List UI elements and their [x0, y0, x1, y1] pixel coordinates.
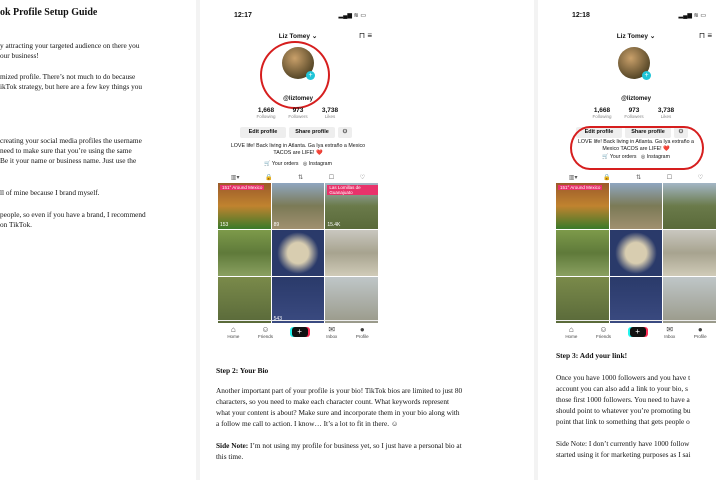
page-title: ok Profile Setup Guide	[0, 7, 98, 18]
add-icon[interactable]: +	[642, 71, 651, 80]
document-page-3	[538, 0, 720, 480]
paragraph-line: account you can also add a link to your bio, s	[556, 384, 688, 393]
stat-following[interactable]: 1,668 Following	[256, 107, 276, 119]
profile-username[interactable]: Liz Tomey ⌄	[278, 33, 318, 40]
video-thumbnail[interactable]	[272, 230, 325, 276]
video-thumbnail[interactable]	[218, 277, 271, 323]
share-profile-button[interactable]: Share profile	[289, 127, 335, 138]
share-profile-button[interactable]: Share profile	[625, 127, 671, 138]
status-icons: ▂▄▆ ≋ ▭	[678, 13, 706, 19]
paragraph-line: our business!	[0, 51, 39, 60]
profile-icon: ●	[359, 325, 365, 334]
nav-friends[interactable]: ☺ Friends	[595, 325, 611, 339]
profile-tabs[interactable]: ▥▾ 🔒 ⇅ ☐ ♡	[568, 175, 704, 181]
tab-tagged: ☐	[328, 175, 335, 181]
video-thumbnail[interactable]	[610, 183, 663, 229]
document-page-1	[0, 0, 196, 480]
menu-icon[interactable]: ⊓ ≡	[358, 31, 372, 40]
video-thumbnail[interactable]: 543	[272, 277, 325, 323]
add-friend-icon[interactable]: ⚇	[338, 127, 352, 138]
paragraph-line: ll of mine because I brand myself.	[0, 188, 100, 197]
paragraph-line: ikTok strategy, but here are a few key things you	[0, 82, 143, 91]
paragraph-line: Be it your name or business name. Just use the	[0, 156, 137, 165]
section-heading: Step 3: Add your link!	[556, 351, 628, 360]
paragraph-line: this time.	[216, 452, 244, 461]
paragraph-line: a follow me call to action. I know… It’s a lot to fit in there. ☺	[216, 419, 399, 428]
side-note: Side Note: I don’t currently have 1000 follow	[556, 439, 690, 448]
status-time: 12:17	[234, 12, 252, 19]
inbox-icon: ✉	[328, 325, 336, 334]
profile-handle: @liztomey	[621, 96, 651, 102]
tab-reposts: ⇅	[298, 175, 304, 181]
section-heading: Step 2: Your Bio	[216, 366, 269, 375]
add-friend-icon[interactable]: ⚇	[674, 127, 688, 138]
profile-bio: LOVE life! Back living in Atlanta. Ga Iya extraño a Mexico TACOS are LIFE! ❤️	[230, 143, 366, 156]
profile-tabs[interactable]	[218, 174, 378, 181]
plus-icon: +	[292, 327, 308, 337]
video-thumbnail[interactable]	[610, 277, 663, 323]
profile-bio: LOVE life! Back living in Atlanta. Ga Iya extraño a Mexico TACOS are LIFE! ❤️	[577, 139, 694, 152]
stat-likes[interactable]: 3,738 Likes	[321, 107, 339, 119]
tab-videos: ▥▾	[230, 175, 240, 181]
video-thumbnail[interactable]	[325, 230, 378, 276]
video-thumbnail[interactable]: 151° Around Mexico 153	[218, 183, 271, 229]
stat-followers[interactable]: 973 Followers	[624, 107, 644, 119]
paragraph-line: Once you have 1000 followers and you have t	[556, 373, 691, 382]
paragraph-line: characters, so you need to make each character count. What keywords represent	[216, 397, 450, 406]
paragraph-line: what your content is about? Make sure and incorporate them in your bio along with	[216, 408, 460, 417]
menu-icon[interactable]: ⊓ ≡	[698, 31, 712, 40]
paragraph-line: y attracting your targeted audience on there you	[0, 41, 140, 50]
video-grid	[218, 183, 378, 323]
nav-friends[interactable]: ☺ Friends	[257, 325, 273, 339]
paragraph-line: on TikTok.	[0, 220, 32, 229]
stat-likes[interactable]: 3,738 Likes	[657, 107, 675, 119]
profile-links[interactable]: 🛒 Your orders ◎ Instagram	[602, 154, 670, 160]
status-time: 12:18	[572, 12, 590, 19]
video-thumbnail[interactable]: 89	[272, 183, 325, 229]
video-thumbnail[interactable]	[325, 277, 378, 323]
paragraph-line: should point to whatever you’re promoting bu	[556, 406, 691, 415]
nav-profile[interactable]: ● Profile	[693, 325, 707, 339]
nav-home[interactable]: ⌂ Home	[227, 325, 240, 339]
video-thumbnail[interactable]	[663, 230, 716, 276]
paragraph-line: mized profile. There’s not much to do because	[0, 72, 136, 81]
profile-username[interactable]: Liz Tomey ⌄	[616, 33, 656, 40]
tab-liked: ♡	[359, 175, 366, 181]
paragraph-line: need to make sure that you’re using the same	[0, 146, 132, 155]
video-thumbnail[interactable]	[663, 183, 716, 229]
paragraph-line: Another important part of your profile is your bio! TikTok bios are limited to just 80	[216, 386, 463, 395]
create-button[interactable]: +	[630, 327, 646, 337]
annotation-ellipse	[570, 126, 704, 170]
video-thumbnail[interactable]	[556, 230, 609, 276]
nav-profile[interactable]: ● Profile	[355, 325, 369, 339]
paragraph-line: people, so even if you have a brand, I recommend	[0, 210, 146, 219]
create-button[interactable]	[292, 327, 308, 337]
tab-private: 🔒	[265, 175, 273, 181]
video-thumbnail[interactable]	[610, 230, 663, 276]
add-icon[interactable]: +	[306, 71, 315, 80]
video-thumbnail[interactable]: Las Lomillas de Guanajuato 15.4K	[325, 183, 378, 229]
nav-inbox[interactable]: ✉ Inbox	[664, 325, 676, 339]
paragraph-line: started using it for marketing purposes as I sai	[556, 450, 691, 459]
document-page-2	[200, 0, 534, 480]
paragraph-line: point that link to something that gets people o	[556, 417, 690, 426]
bottom-nav	[218, 320, 378, 343]
video-thumbnail[interactable]	[663, 277, 716, 323]
nav-home[interactable]: ⌂ Home	[565, 325, 578, 339]
edit-profile-button[interactable]: Edit profile	[576, 127, 622, 138]
video-thumbnail[interactable]	[556, 277, 609, 323]
side-note: Side Note: I’m not using my profile for business yet, so I just have a personal bio at	[216, 441, 462, 450]
bottom-nav	[556, 320, 716, 343]
profile-handle: @liztomey	[283, 96, 313, 102]
paragraph-line: those first 1000 followers. You need to have a	[556, 395, 690, 404]
tiktok-profile-screenshot	[218, 8, 378, 343]
profile-links[interactable]: 🛒 Your orders ◎ Instagram	[264, 161, 332, 167]
video-thumbnail[interactable]	[218, 230, 271, 276]
friends-icon: ☺	[261, 325, 270, 334]
status-icons: ▂▄▆ ≋ ▭	[338, 13, 366, 19]
nav-inbox[interactable]: ✉ Inbox	[326, 325, 338, 339]
tiktok-profile-screenshot	[556, 8, 720, 343]
stat-followers[interactable]: 973 Followers	[288, 107, 308, 119]
video-grid	[556, 183, 716, 323]
video-thumbnail[interactable]: 151° Around Mexico	[556, 183, 609, 229]
home-icon: ⌂	[230, 325, 236, 334]
stat-following[interactable]: 1,668 Following	[592, 107, 612, 119]
paragraph-line: creating your social media profiles the username	[0, 136, 142, 145]
edit-profile-button[interactable]: Edit profile	[240, 127, 286, 138]
